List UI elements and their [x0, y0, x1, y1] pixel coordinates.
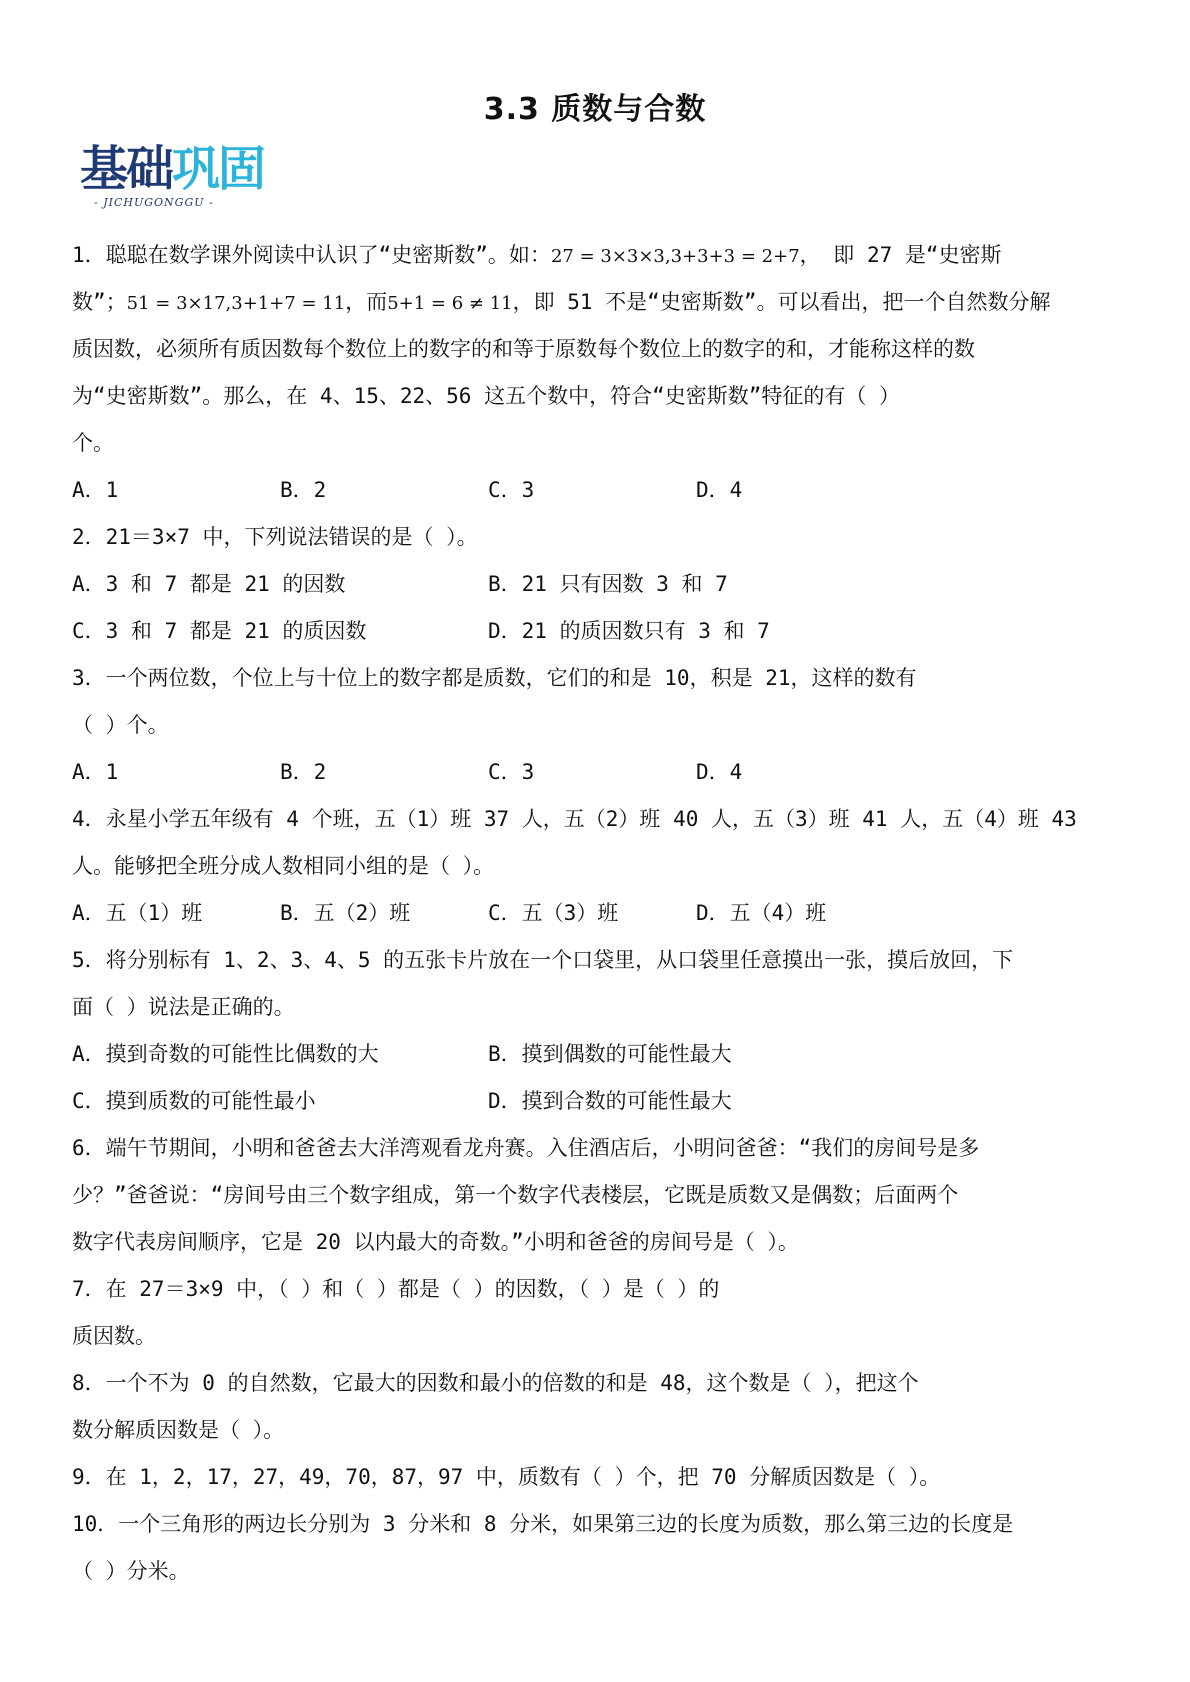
section-badge [80, 142, 290, 212]
option-c[interactable]: C．摸到质数的可能性最小 [72, 1089, 316, 1113]
question-7-line-2: 质因数。 [72, 1324, 156, 1348]
option-b[interactable]: B．2 [280, 760, 327, 784]
option-d[interactable]: D．4 [696, 478, 743, 502]
question-1-options [72, 467, 1118, 514]
question-3-options [72, 749, 1118, 796]
question-5-line-2: 面（ ）说法是正确的。 [72, 995, 295, 1019]
badge-title [80, 142, 264, 196]
question-1-line-1: 1．聪聪在数学课外阅读中认识了“史密斯数”。如：27 = 3×3×3,3+3+3 = 2+7， 即 27 是“史密斯 [72, 243, 1002, 267]
option-a[interactable]: A．1 [72, 760, 119, 784]
page-title: 3.3 质数与合数 [483, 92, 707, 127]
question-4-options [72, 890, 1118, 937]
option-d[interactable]: D．21 的质因数只有 3 和 7 [488, 619, 770, 643]
question-6-line-2: 少？”爸爸说：“房间号由三个数字组成，第一个数字代表楼层，它既是质数又是偶数；后面两个 [72, 1183, 959, 1207]
option-b[interactable]: B．五（2）班 [280, 901, 411, 925]
question-1-line-3: 质因数，必须所有质因数每个数位上的数字的和等于原数每个数位上的数字的和，才能称这样的数 [72, 337, 975, 361]
question-4-line-2: 人。能够把全班分成人数相同小组的是（ ）。 [72, 854, 495, 878]
question-5-options-row-2 [72, 1078, 1118, 1125]
option-a[interactable]: A．摸到奇数的可能性比偶数的大 [72, 1042, 379, 1066]
badge-subtitle: - JICHUGONGGU - [94, 196, 214, 209]
question-2-options-row-2 [72, 608, 1118, 655]
question-1-line-5: 个。 [72, 431, 114, 455]
question-4-line-1: 4．永星小学五年级有 4 个班，五（1）班 37 人，五（2）班 40 人，五（3）班 41 人，五（4）班 43 [72, 807, 1077, 831]
option-a[interactable]: A．五（1）班 [72, 901, 203, 925]
question-10-line-1: 10．一个三角形的两边长分别为 3 分米和 8 分米，如果第三边的长度为质数，那么第三边的长度是 [72, 1512, 1014, 1536]
question-7-line-1: 7．在 27＝3×9 中，（ ）和（ ）都是（ ）的因数，（ ）是（ ）的 [72, 1277, 720, 1301]
option-c[interactable]: C．五（3）班 [488, 901, 619, 925]
question-6-line-3: 数字代表房间顺序，它是 20 以内最大的奇数。”小明和爸爸的房间号是（ ）。 [72, 1230, 799, 1254]
question-6-line-1: 6．端午节期间，小明和爸爸去大洋湾观看龙舟赛。入住酒店后，小明问爸爸：“我们的房间号是多 [72, 1136, 980, 1160]
option-d[interactable]: D．摸到合数的可能性最大 [488, 1089, 732, 1113]
option-b[interactable]: B．2 [280, 478, 327, 502]
badge-title-dark: 基础 [80, 141, 173, 197]
option-b[interactable]: B．21 只有因数 3 和 7 [488, 572, 728, 596]
option-a[interactable]: A．3 和 7 都是 21 的因数 [72, 572, 346, 596]
question-8-line-1: 8．一个不为 0 的自然数，它最大的因数和最小的倍数的和是 48，这个数是（ ），把这个 [72, 1371, 919, 1395]
question-3-line-2: （ ）个。 [72, 713, 169, 737]
question-2-text: 2．21＝3×7 中，下列说法错误的是（ ）。 [72, 525, 478, 549]
badge-title-light: 巩固 [172, 141, 265, 197]
question-list [72, 232, 1118, 1595]
option-d[interactable]: D．五（4）班 [696, 901, 827, 925]
option-d[interactable]: D．4 [696, 760, 743, 784]
math-expression: 27 = 3×3×3,3+3+3 = 2+7 [550, 246, 800, 267]
question-2-options-row-1 [72, 561, 1118, 608]
option-c[interactable]: C．3 [488, 478, 535, 502]
option-b[interactable]: B．摸到偶数的可能性最大 [488, 1042, 732, 1066]
question-8-line-2: 数分解质因数是（ ）。 [72, 1418, 285, 1442]
option-c[interactable]: C．3 和 7 都是 21 的质因数 [72, 619, 367, 643]
question-1-line-4: 为“史密斯数”。那么，在 4、15、22、56 这五个数中，符合“史密斯数”特征的有（ ） [72, 384, 900, 408]
question-9-line-1: 9．在 1，2，17，27，49，70，87，97 中，质数有（ ）个，把 70 分解质因数是（ ）。 [72, 1465, 941, 1489]
math-expression: 51 = 3×17,3+1+7 = 11 [126, 293, 346, 314]
question-10-line-2: （ ）分米。 [72, 1559, 190, 1583]
option-a[interactable]: A．1 [72, 478, 119, 502]
option-c[interactable]: C．3 [488, 760, 535, 784]
question-5-options-row-1 [72, 1031, 1118, 1078]
question-5-line-1: 5．将分别标有 1、2、3、4、5 的五张卡片放在一个口袋里，从口袋里任意摸出一张，摸后放回，下 [72, 948, 1014, 972]
math-expression: 5+1 = 6 ≠ 11 [387, 293, 513, 314]
question-1-line-2: 数”；51 = 3×17,3+1+7 = 11，而5+1 = 6 ≠ 11，即 51 不是“史密斯数”。可以看出，把一个自然数分解 [72, 290, 1051, 314]
question-3-line-1: 3．一个两位数，个位上与十位上的数字都是质数，它们的和是 10，积是 21，这样的数有 [72, 666, 917, 690]
